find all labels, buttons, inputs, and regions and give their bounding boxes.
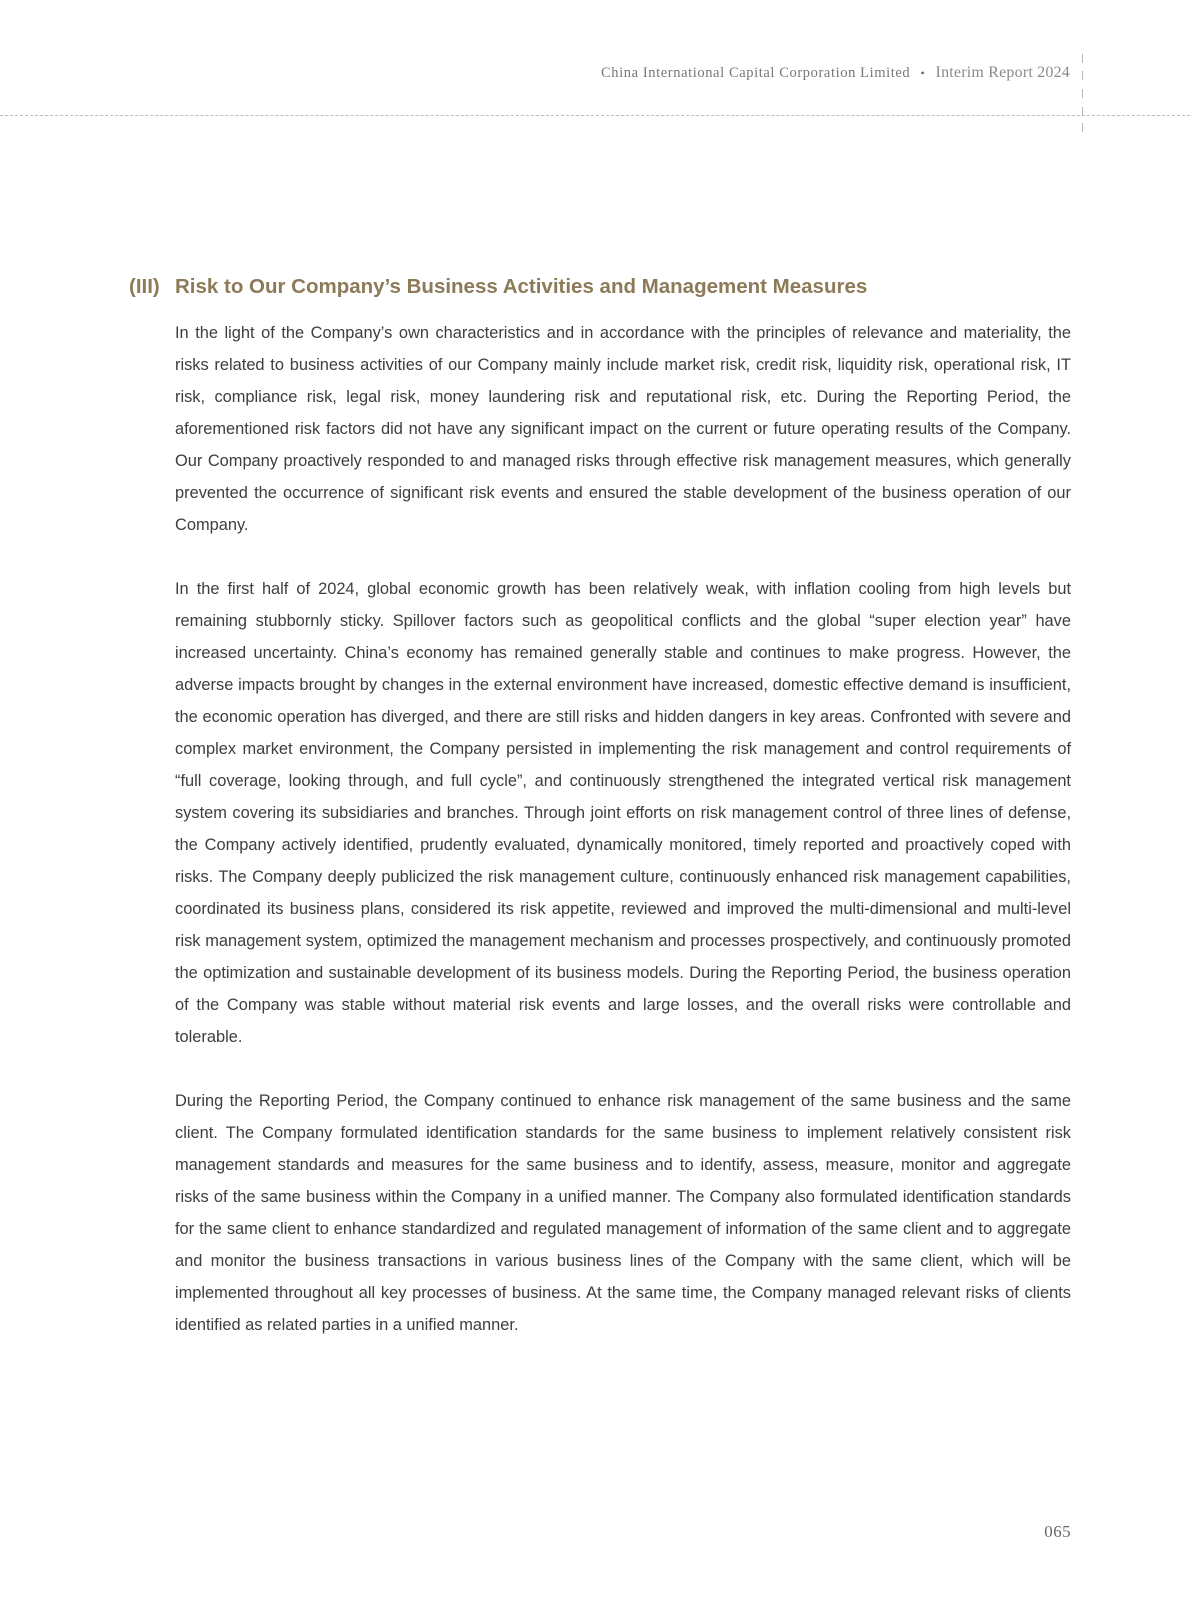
running-header xyxy=(601,64,1070,82)
paragraph-3: During the Reporting Period, the Company continued to enhance risk management of the same business and the same client. The Company formulated identification standards for the same business to implement relatively consistent risk management standards and measures for the same business and to identify, assess, measure, monitor and aggregate risks of the same business within the Company in a unified manner. The Company also formulated identification standards for the same client to enhance standardized and regulated management of information of the same client and to aggregate and monitor the business transactions in various business lines of the Company with the same client, which will be implemented throughout all key processes of business. At the same time, the Company managed relevant risks of clients identified as related parties in a unified manner. xyxy=(175,1092,1071,1334)
header-report-title: Interim Report 2024 xyxy=(935,64,1070,81)
header-company: China International Capital Corporation Limited xyxy=(600,65,911,81)
section-number: (III) xyxy=(129,275,160,298)
header-separator: • xyxy=(920,66,926,80)
header-dashed-divider xyxy=(0,115,1190,116)
risk-section xyxy=(129,275,1071,1373)
section-heading xyxy=(129,275,1071,299)
paragraph-2: In the first half of 2024, global economic growth has been relatively weak, with inflation cooling from high levels but remaining stubbornly sticky. Spillover factors such as geopolitical conflicts and the global “super election year” have increased uncertainty. China’s economy has remained generally stable and continues to make progress. However, the adverse impacts brought by changes in the external environment have increased, domestic effective demand is insufficient, the economic operation has diverged, and there are still risks and hidden dangers in key areas. Confronted with severe and complex market environment, the Company persisted in implementing the risk management and control requirements of “full coverage, looking through, and full cycle”, and continuously strengthened the integrated vertical risk management system covering its subsidiaries and branches. Through joint efforts on risk management control of three lines of defense, the Company actively identified, prudently evaluated, dynamically monitored, timely reported and proactively coped with risks. The Company deeply publicized the risk management culture, continuously enhanced risk management capabilities, coordinated its business plans, considered its risk appetite, reviewed and improved the multi-dimensional and multi-level risk management system, optimized the management mechanism and processes prospectively, and continuously promoted the optimization and sustainable development of its business models. During the Reporting Period, the business operation of the Company was stable without material risk events and large losses, and the overall risks were controllable and tolerable. xyxy=(175,580,1071,1046)
section-title: Risk to Our Company’s Business Activities and Management Measures xyxy=(175,275,868,298)
paragraph-1: In the light of the Company’s own characteristics and in accordance with the principles of relevance and materiality, the risks related to business activities of our Company mainly include market risk, credit risk, liquidity risk, operational risk, IT risk, compliance risk, legal risk, money laundering risk and reputational risk, etc. During the Reporting Period, the aforementioned risk factors did not have any significant impact on the current or future operating results of the Company. Our Company proactively responded to and managed risks through effective risk management measures, which generally prevented the occurrence of significant risk events and ensured the stable development of the business operation of our Company. xyxy=(175,324,1071,534)
header-tick-mark xyxy=(1082,89,1083,98)
header-tick-mark xyxy=(1082,54,1083,63)
page-number: 065 xyxy=(1044,1522,1071,1541)
header-tick-mark xyxy=(1082,71,1083,80)
header-tick-mark xyxy=(1082,123,1083,132)
section-body xyxy=(175,317,1071,1341)
